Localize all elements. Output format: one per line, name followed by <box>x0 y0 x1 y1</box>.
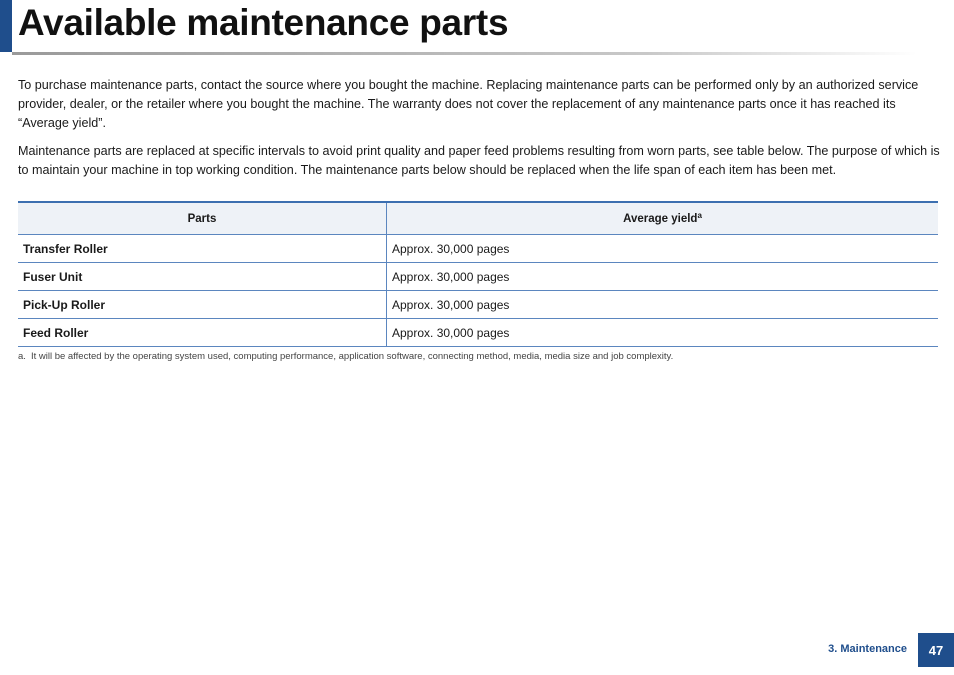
yield-cell: Approx. 30,000 pages <box>387 263 939 291</box>
yield-cell: Approx. 30,000 pages <box>387 319 939 347</box>
table-row <box>18 291 938 319</box>
yield-cell: Approx. 30,000 pages <box>387 291 939 319</box>
page-number: 47 <box>918 633 954 667</box>
part-name-cell: Fuser Unit <box>18 263 387 291</box>
column-header-average-yield <box>387 202 939 235</box>
part-name-cell: Transfer Roller <box>18 235 387 263</box>
footnote-text: It will be affected by the operating system used, computing performance, application software, connecting method, media, media size and job complexity. <box>30 351 674 362</box>
title-underline <box>12 52 917 55</box>
footnote-reference[interactable]: a <box>697 210 702 220</box>
table-row <box>18 263 938 291</box>
table-row <box>18 235 938 263</box>
part-name-cell: Feed Roller <box>18 319 387 347</box>
footer-section-link[interactable]: 3. Maintenance <box>828 643 907 655</box>
yield-cell: Approx. 30,000 pages <box>387 235 939 263</box>
replacement-paragraph: Maintenance parts are replaced at specific intervals to avoid print quality and paper feed problems resulting from worn parts, see table below. The purpose of which is to maintain your machine in top working condition. The maintenance parts below should be replaced when the life span of each item has been met. <box>18 144 940 177</box>
title-accent-bar <box>0 0 12 52</box>
part-name-cell: Pick-Up Roller <box>18 291 387 319</box>
column-header-parts <box>18 202 387 235</box>
page-title: Available maintenance parts <box>18 2 509 43</box>
column-header-parts-label: Parts <box>187 212 217 225</box>
intro-paragraph: To purchase maintenance parts, contact the source where you bought the machine. Replacing maintenance parts can be performed only by an authorized service provider, dealer, or the retailer where you bought the machine. The warranty does not cover the replacement of any maintenance parts once it has reached its “Average yield”. <box>18 78 919 130</box>
table-footnote <box>18 351 673 362</box>
column-header-yield-label: Average yield <box>623 212 698 225</box>
table-header-row <box>18 202 938 235</box>
maintenance-parts-table <box>18 201 938 347</box>
table-row <box>18 319 938 347</box>
footnote-mark: a. <box>18 351 26 362</box>
